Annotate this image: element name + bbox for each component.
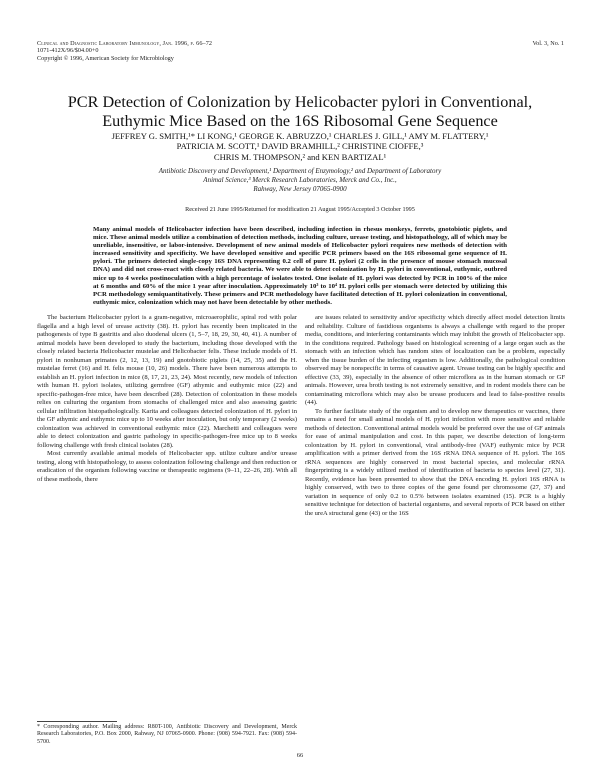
issn-line: 1071-412X/96/$04.00+0 bbox=[37, 47, 99, 55]
author-line-2: PATRICIA M. SCOTT,¹ DAVID BRAMHILL,² CHRISTINE CIOFFE,³ bbox=[176, 141, 424, 152]
body-paragraph: Most currently available animal models of Helicobacter spp. utilize culture and/or urease testing, along with histopathology, to assess colonization following challenge and then reduction or eradication of the organism following vaccine or therapeutic regimens (9–11, 22–26, 28). With all of these methods, there bbox=[37, 450, 297, 483]
corresponding-author-footnote: * Corresponding author. Mailing address: R80T-100, Antibiotic Discovery and Development, Merck Research Laboratories, P.O. Box 2000, Rahway, NJ 07065-0900. Phone: (908) 594-7921. Fax: (908) 594-5700. bbox=[37, 724, 297, 745]
title-line-1: PCR Detection of Colonization by Helicobacter pylori in Conventional, bbox=[67, 93, 533, 111]
footnote-rule bbox=[37, 721, 117, 722]
title-line-2: Euthymic Mice Based on the 16S Ribosomal Gene Sequence bbox=[102, 112, 498, 130]
author-list bbox=[30, 131, 570, 162]
abstract: Many animal models of Helicobacter infection have been described, including infection in rhesus monkeys, ferrets, gnotobiotic piglets, and mice. These animal models utilize a combination of detection methods, including culture, urease testing, and histopathology, all of which may be unreliable, insensitive, or labor-intensive. Development of new animal models of Helicobacter pylori requires new methods of detection with increased sensitivity and specificity. We have developed sensitive and specific PCR primers based on the 16S ribosomal gene sequence of H. pylori. The primers detected single-copy 16S DNA representing 0.2 cell of pure H. pylori (2 cells in the presence of mouse stomach mucosal DNA) and did not cross-react with closely related bacteria. We were able to detect colonization by H. pylori in conventional, euthymic, outbred mice up to 4 weeks postinoculation with a high percentage of isolates tested. One isolate of H. pylori was detected by PCR in 100% of the mice at 6 months and 60% of the mice 1 year after inoculation. Approximately 10³ to 10⁴ H. pylori cells per stomach were detected by utilizing this PCR methodology semiquantitatively. These primers and PCR methodology have facilitated detection of H. pylori colonization in conventional, euthymic mice, colonization which may not have been detectable by other methods. bbox=[93, 226, 507, 306]
author-line-3: CHRIS M. THOMPSON,² and KEN BARTIZAL¹ bbox=[213, 151, 387, 162]
page-number: 66 bbox=[296, 752, 304, 759]
body-column-right bbox=[305, 314, 565, 518]
affiliation bbox=[40, 167, 560, 195]
body-paragraph: The bacterium Helicobacter pylori is a gram-negative, microaerophilic, spiral rod with polar flagella and a high level of urease activity (38). H. pylori has recently been implicated in the pathogenesis of type B gastritis and also duodenal ulcers (1, 5–7, 18, 29, 30, 40, 41). A number of animal models have been developed to study the bacterium, including those developed with the closely related bacteria Helicobacter mustelae and Helicobacter felis. These include models of H. pylori in nonhuman primates (2, 12, 13, 19) and gnotobiotic piglets (14, 25, 35) and the H. mustelae ferret (16) and H. felis mouse (10, 26) models. There have been numerous attempts to establish an H. pylori infection in mice (8, 17, 21, 23, 24). Most recently, new models of infection with human H. pylori isolates, utilizing germfree (GF) athymic and euthymic mice (22) and specific-pathogen-free mice, have been described (28). Detection of colonization in these models relies on culturing the organism from stomachs of challenged mice and also assessing gastric cellular infiltration histopathologically. Karita and colleagues detected colonization of H. pylori in the GF athymic and euthymic mice up to 10 weeks after inoculation, but only temporary (2 weeks) colonization was achieved in conventional euthymic mice (22). Marchetti and colleagues were able to detect colonization and gastric pathology in specific-pathogen-free mice up to 8 weeks following challenge with fresh clinical isolates (28). bbox=[37, 314, 297, 449]
body-paragraph: are issues related to sensitivity and/or specificity which directly affect model detection limits and reliability. Culture of fastidious organisms is always a challenge with regard to the proper media, conditions, and interfering contaminants which may inhibit the growth of Helicobacter spp. in the conditions required. Pathology based on histological screening of a large organ such as the stomach with an infection which has random sites of localization can be a problem, especially when the tissue burden of the infecting organism is low. Additionally, the pathological condition observed may be nonspecific in terms of causative agent. Urease testing can be highly specific and effective (33, 39), especially in the absence of other microflora as in the human stomach or GF animals. However, urea broth testing is not extremely sensitive, and in rodent models there can be contaminating microflora which may also be urease producers and lead to false-positive results (44). bbox=[305, 314, 565, 406]
affiliation-line-2: Animal Science,³ Merck Research Laboratories, Merck and Co., Inc., bbox=[203, 176, 397, 185]
affiliation-line-3: Rahway, New Jersey 07065-0900 bbox=[253, 185, 347, 194]
body-column-left bbox=[37, 314, 297, 484]
volume-label: Vol. 3, No. 1 bbox=[532, 40, 564, 47]
affiliation-line-1: Antibiotic Discovery and Development,¹ Department of Enzymology,² and Department of Laboratory bbox=[158, 167, 442, 175]
copyright-line: Copyright © 1996, American Society for Microbiology bbox=[37, 54, 174, 62]
running-header bbox=[37, 40, 417, 62]
author-line-1: JEFFREY G. SMITH,¹* LI KONG,¹ GEORGE K. ABRUZZO,¹ CHARLES J. GILL,¹ AMY M. FLATTERY,¹ bbox=[111, 131, 489, 141]
article-title bbox=[30, 93, 570, 131]
body-paragraph: To further facilitate study of the organism and to develop new therapeutics or vaccines, there remains a need for small animal models of H. pylori infection with more sensitive and reliable methods of detection. Conventional animal models would be preferred over the use of GF animals for ease of animal manipulation and cost. In this paper, we describe detection of long-term colonization by H. pylori in conventional, viral antibody-free (VAF) euthymic mice by PCR amplification with a primer derived from the 16S rRNA DNA sequence of H. pylori. The 16S rRNA sequences are highly conserved in most bacterial species, and molecular rRNA fingerprinting is a widely utilized method of identification of bacteria to species level (27, 31). Recently, evidence has been presented to show that the DNA encoding H. pylori 16S rRNA is highly conserved, with two to three copies of the gene found per chromosome (27, 37) and variation in sequence of only 0.2 to 0.5% between isolates examined (15). PCR is a highly sensitive technique for detection of bacterial organisms, and several reports of PCR based on either the ureA structural gene (43) or the 16S bbox=[305, 407, 565, 517]
received-dates: Received 21 June 1995/Returned for modification 21 August 1995/Accepted 3 October 1995 bbox=[185, 206, 415, 213]
journal-citation: Clinical and Diagnostic Laboratory Immunology, Jan. 1996, p. 66–72 bbox=[37, 40, 213, 47]
